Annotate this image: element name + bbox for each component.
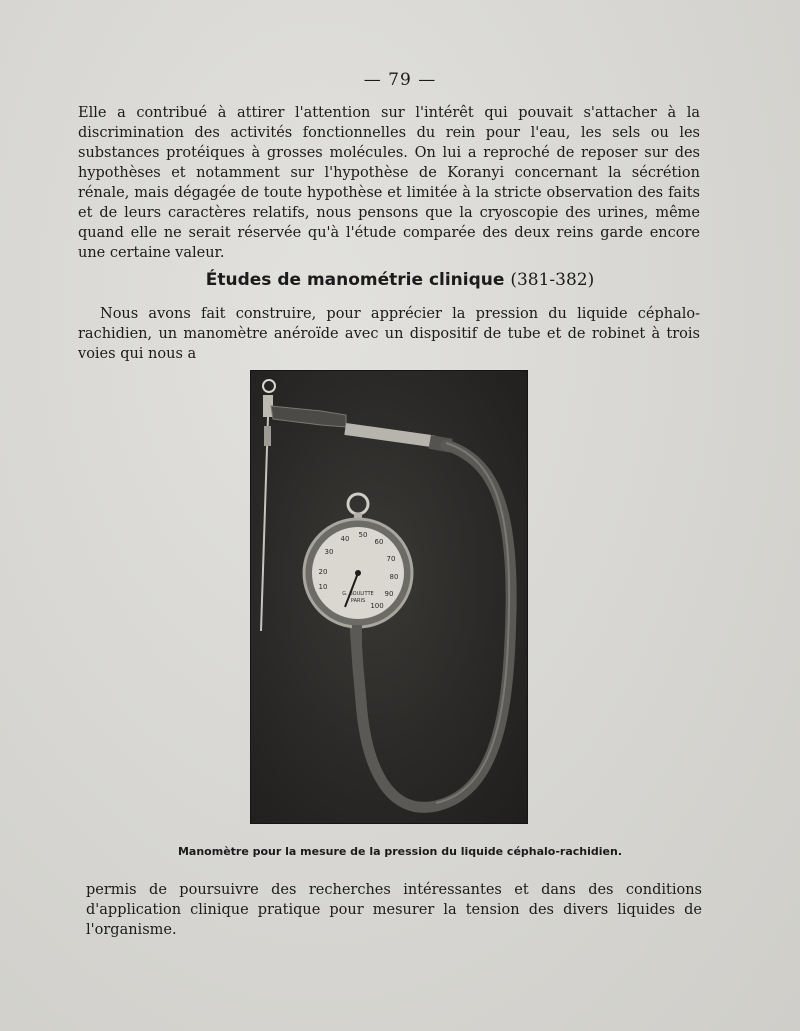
metal-connector: [344, 423, 435, 447]
manometer-illustration: [251, 371, 527, 823]
scale-50: 50: [358, 531, 368, 539]
scale-90: 90: [384, 590, 394, 598]
gauge-city: PARIS: [350, 598, 366, 604]
rubber-tube: [355, 445, 511, 807]
gauge-maker: G. BOULITTE: [342, 591, 374, 597]
scale-10: 10: [318, 583, 328, 591]
gauge-pivot: [355, 570, 361, 576]
scale-20: 20: [318, 568, 328, 576]
scale-40: 40: [340, 535, 350, 543]
paragraph-manometer-intro: Nous avons fait construire, pour apprécier la pression du liquide céphalo-rachidien, un manomètre anéroïde avec un dispositif de tube et de robinet à trois voies qui nous a: [78, 306, 700, 362]
figure-caption: Manomètre pour la mesure de la pression du liquide céphalo-rachidien.: [177, 845, 623, 858]
section-heading-title: Études de manométrie clinique: [205, 270, 505, 290]
scale-70: 70: [386, 555, 396, 563]
needle-ring: [263, 380, 275, 392]
scale-80: 80: [389, 573, 399, 581]
paragraph-cryoscopy: Elle a contribué à attirer l'attention sur l'intérêt qui pouvait s'attacher à la discrimination des activités fonctionnelles du rein pour l'eau, les sels ou les substances protéiques à grosses molécules. On lui a reproché de reposer sur des hypothèses et notamment sur l'hypothèse de Koranyi concernant la sécrétion rénale, mais dégagée de toute hypothèse et limitée à la stricte observation des faits et de leurs caractères relatifs, nous pensons que la cryoscopie des urines, même quand elle ne serait réservée qu'à l'étude comparée des deux reins garde encore une certaine valeur.: [78, 105, 700, 261]
scale-60: 60: [374, 538, 384, 546]
page-number: — 79 —: [363, 70, 437, 90]
manometer-photograph: [250, 370, 528, 824]
gauge-outlet: [352, 625, 362, 645]
scale-100: 100: [370, 602, 384, 610]
section-heading-reference: (381-382): [510, 270, 595, 290]
paragraph-manometer-use: permis de poursuivre des recherches intéressantes et dans des conditions d'application clinique pratique pour mesurer la tension des divers liquides de l'organisme.: [86, 882, 702, 938]
three-way-stopcock: [271, 406, 346, 427]
needle-grip: [264, 426, 271, 446]
scale-30: 30: [324, 548, 334, 556]
needle-shaft: [261, 417, 268, 631]
gauge-ring: [348, 494, 368, 514]
section-heading: [0, 270, 800, 290]
